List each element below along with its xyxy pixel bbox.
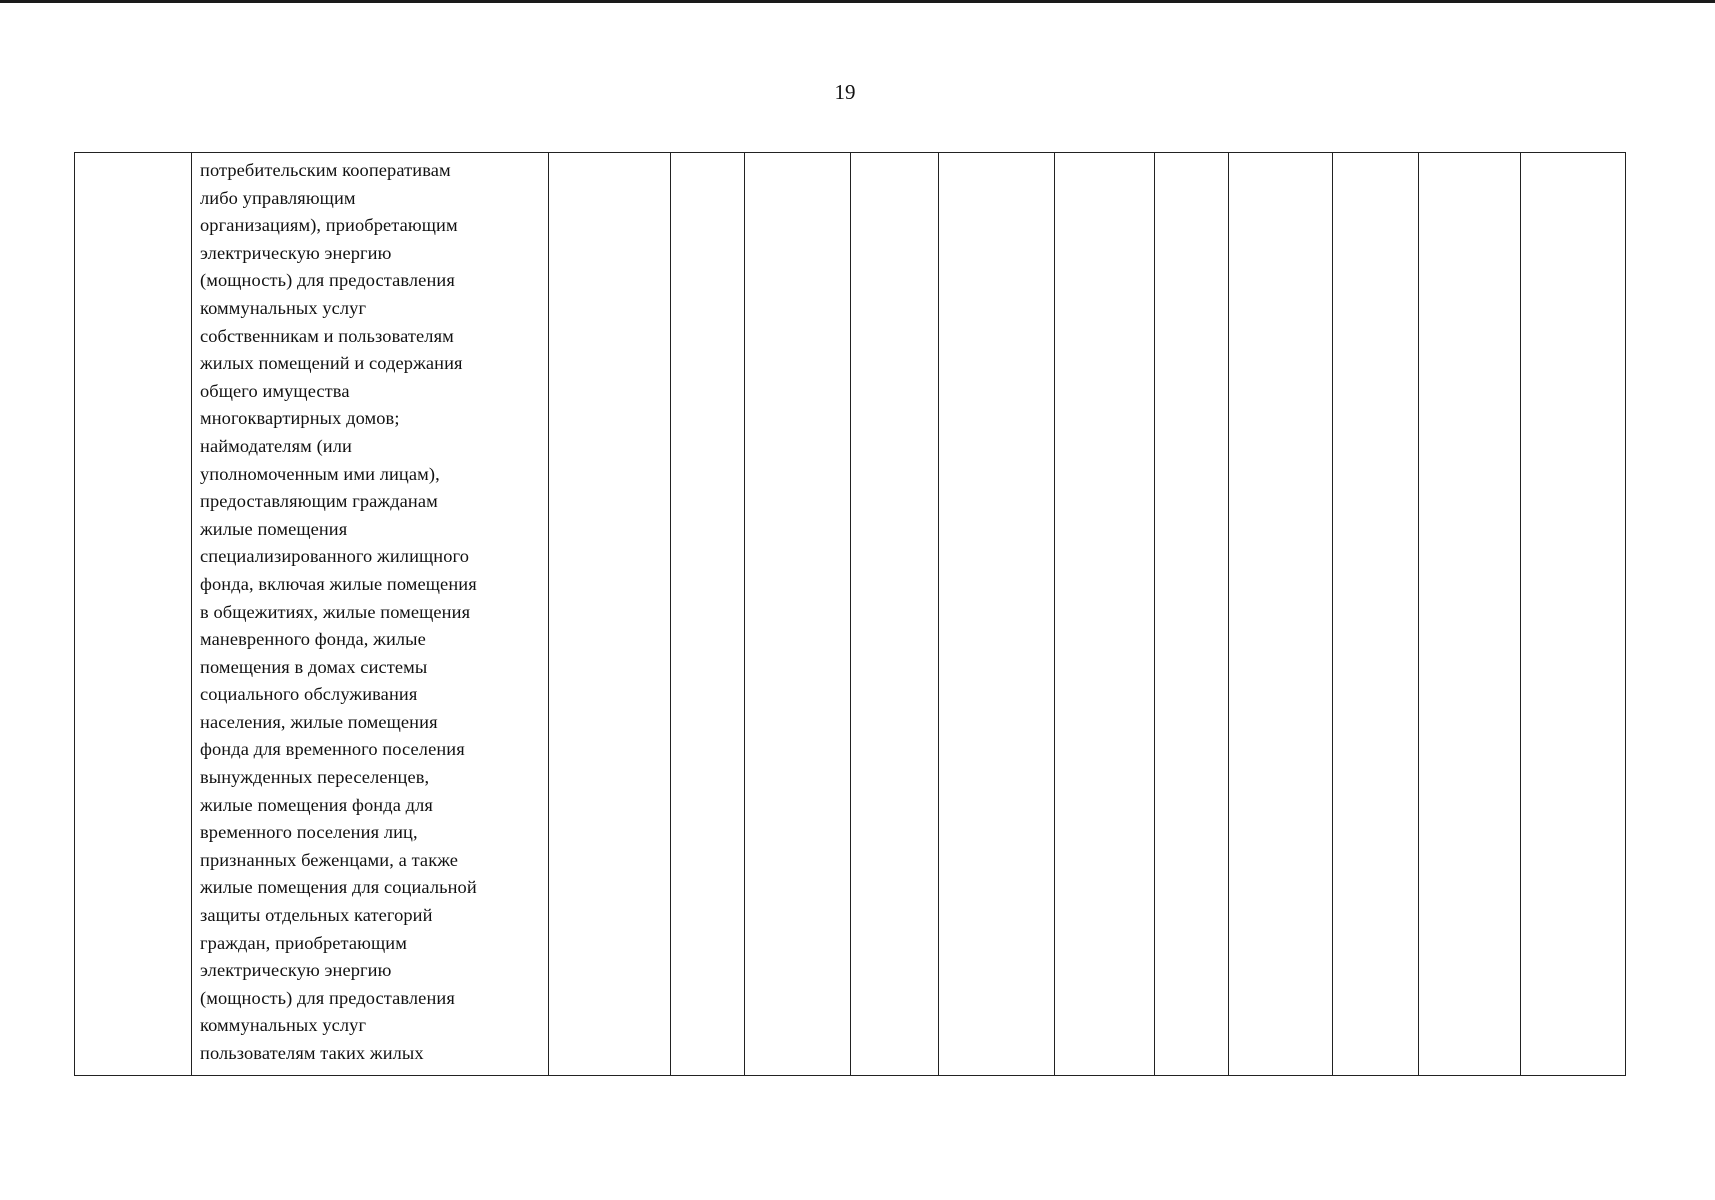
text-line: пользователям таких жилых xyxy=(200,1043,424,1063)
text-line: помещения в домах системы xyxy=(200,656,428,677)
text-line: жилые помещения для социальной xyxy=(200,877,477,898)
text-line: населения, жилые помещения xyxy=(200,711,438,732)
table-cell-empty xyxy=(1419,153,1521,1076)
text-line: предоставляющим гражданам xyxy=(200,491,438,512)
text-line: (мощность) для предоставления xyxy=(200,270,455,291)
text-line: уполномоченным ими лицам), xyxy=(200,463,440,484)
text-line: (мощность) для предоставления xyxy=(200,987,455,1008)
table-cell-empty xyxy=(939,153,1055,1076)
text-line: защиты отдельных категорий xyxy=(200,905,433,926)
page-number: 19 xyxy=(834,80,856,104)
text-line: специализированного жилищного xyxy=(200,546,469,567)
table-row xyxy=(75,153,1626,1076)
text-line: признанных беженцами, а также xyxy=(200,849,459,870)
text-line: электрическую энергию xyxy=(200,242,392,263)
text-line: фонда для временного поселения xyxy=(200,739,465,760)
text-line: многоквартирных домов; xyxy=(200,408,400,429)
table-cell-number xyxy=(75,153,192,1076)
text-line: жилые помещения фонда для xyxy=(200,794,433,815)
text-line: социального обслуживания xyxy=(200,684,418,705)
text-line: в общежитиях, жилые помещения xyxy=(200,601,471,622)
text-line: граждан, приобретающим xyxy=(200,932,407,953)
text-line: собственникам и пользователям xyxy=(200,325,454,346)
text-line: коммунальных услуг xyxy=(200,297,367,318)
table-cell-empty xyxy=(1333,153,1419,1076)
table-cell-empty xyxy=(745,153,851,1076)
table-cell-description xyxy=(192,153,549,1076)
document-table xyxy=(74,152,1626,1076)
table-cell-empty xyxy=(1521,153,1626,1076)
top-border-line xyxy=(0,0,1715,3)
text-line: потребительским кооперативам xyxy=(200,160,451,180)
text-line: общего имущества xyxy=(200,380,350,401)
text-line: жилые помещения xyxy=(200,518,348,539)
text-line: вынужденных переселенцев, xyxy=(200,767,430,788)
table-cell-empty xyxy=(851,153,939,1076)
text-line: организациям), приобретающим xyxy=(200,215,458,236)
table-cell-empty xyxy=(549,153,671,1076)
text-line: электрическую энергию xyxy=(200,960,392,981)
text-line: наймодателям (или xyxy=(200,435,352,456)
text-line: коммунальных услуг xyxy=(200,1015,367,1036)
table-cell-empty xyxy=(671,153,745,1076)
table-cell-empty xyxy=(1055,153,1155,1076)
text-line: временного поселения лиц, xyxy=(200,822,418,843)
text-line: либо управляющим xyxy=(200,187,356,208)
table-cell-empty xyxy=(1229,153,1333,1076)
text-line: маневренного фонда, жилые xyxy=(200,629,426,650)
text-line: фонда, включая жилые помещения xyxy=(200,573,477,594)
table-cell-empty xyxy=(1155,153,1229,1076)
text-line: жилых помещений и содержания xyxy=(200,353,463,374)
